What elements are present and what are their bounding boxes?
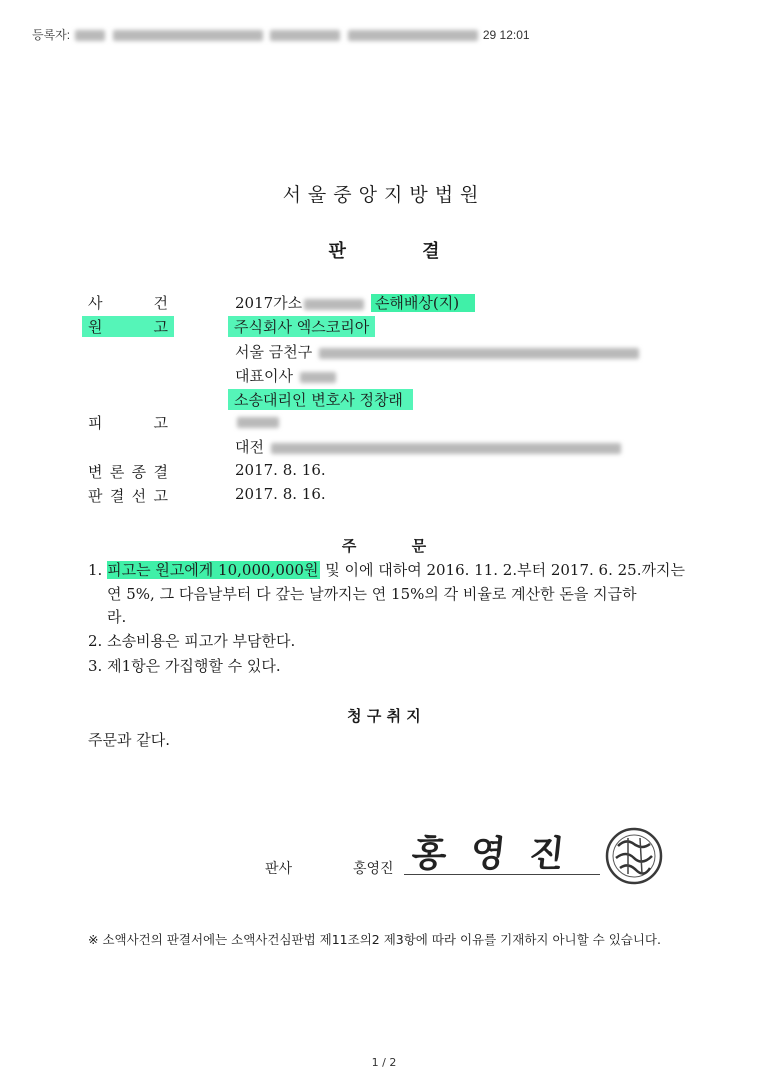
claim-text: 주문과 같다. <box>88 731 170 749</box>
order-heading: 주 문 <box>341 537 427 555</box>
judge-title: 판사 <box>265 861 293 877</box>
redacted-block <box>270 30 340 41</box>
judge-signature: 홍영진 <box>409 834 591 875</box>
judgment-date: 2017. 8. 16. <box>235 485 326 503</box>
redacted-block <box>304 299 364 310</box>
claim-heading: 청 구 취 지 <box>347 707 421 725</box>
label-char: 원 <box>88 318 103 336</box>
label-char: 판 <box>88 487 103 505</box>
plaintiff-address <box>235 341 641 362</box>
label-char: 고 <box>153 414 168 432</box>
order-item-1-line-3: 라. <box>107 608 127 626</box>
redacted-block <box>271 443 621 454</box>
item-number: 1. <box>88 561 108 579</box>
label-char: 고 <box>153 318 168 336</box>
order-item-3: 3. 제1항은 가집행할 수 있다. <box>88 657 281 675</box>
redacted-block <box>319 348 639 359</box>
closing-date: 2017. 8. 16. <box>235 461 326 479</box>
label-char: 종 <box>131 463 147 481</box>
plaintiff-label <box>82 316 174 337</box>
label-char: 피 <box>88 414 103 432</box>
rep-title: 대표이사 <box>235 367 293 385</box>
defendant-name <box>235 412 281 430</box>
plaintiff-representative <box>235 365 338 386</box>
order-item-1-line-2: 연 5%, 그 다음날부터 다 갚는 날까지는 연 15%의 각 비율로 계산한 돈을 지급하 <box>107 585 637 603</box>
redacted-block <box>348 30 478 41</box>
case-type: 손해배상(지) <box>371 294 475 312</box>
defendant-address <box>235 436 623 457</box>
judgment-date-label <box>88 485 168 506</box>
registration-time: 29 12:01 <box>482 28 530 42</box>
label-char: 사 <box>88 294 103 312</box>
label-char: 결 <box>109 487 125 505</box>
small-claims-notice: ※ 소액사건의 판결서에는 소액사건심판법 제11조의2 제3항에 따라 이유를 기재하지 아니할 수 있습니다. <box>88 932 661 947</box>
plaintiff-counsel: 소송대리인 변호사 정창래 <box>228 389 413 410</box>
redacted-block <box>113 30 263 41</box>
signature-line <box>404 874 600 875</box>
case-prefix: 2017가소 <box>235 294 303 312</box>
order-item-1-rest: 및 이에 대하여 2016. 11. 2.부터 2017. 6. 25.까지는 <box>320 561 685 579</box>
plaintiff-name: 주식회사 엑스코리아 <box>228 316 375 337</box>
label-char: 변 <box>88 463 103 481</box>
label-char: 고 <box>153 487 168 505</box>
case-number <box>235 292 475 313</box>
order-item-2: 2. 소송비용은 피고가 부담한다. <box>88 632 296 650</box>
label-char: 건 <box>153 294 168 312</box>
defendant-label <box>88 412 168 433</box>
court-name: 서울중앙지방법원 <box>282 184 486 206</box>
case-label <box>88 292 168 313</box>
label-char: 론 <box>109 463 125 481</box>
redacted-block <box>75 30 105 41</box>
address-prefix: 서울 금천구 <box>235 343 313 361</box>
registration-header <box>32 26 530 43</box>
page-number: 1 / 2 <box>371 1056 397 1069</box>
redacted-block <box>300 372 336 383</box>
closing-label <box>88 461 168 482</box>
label-char: 결 <box>153 463 168 481</box>
redacted-block <box>237 417 279 428</box>
registrant-label: 등록자: <box>32 28 71 42</box>
address-prefix: 대전 <box>235 438 264 456</box>
judge-name: 홍영진 <box>353 861 394 877</box>
label-char: 선 <box>131 487 147 505</box>
judge-seal <box>604 826 664 886</box>
order-amount-highlight: 피고는 원고에게 10,000,000원 <box>107 561 319 579</box>
order-item-1 <box>88 559 685 580</box>
document-title: 판 결 <box>328 241 440 262</box>
